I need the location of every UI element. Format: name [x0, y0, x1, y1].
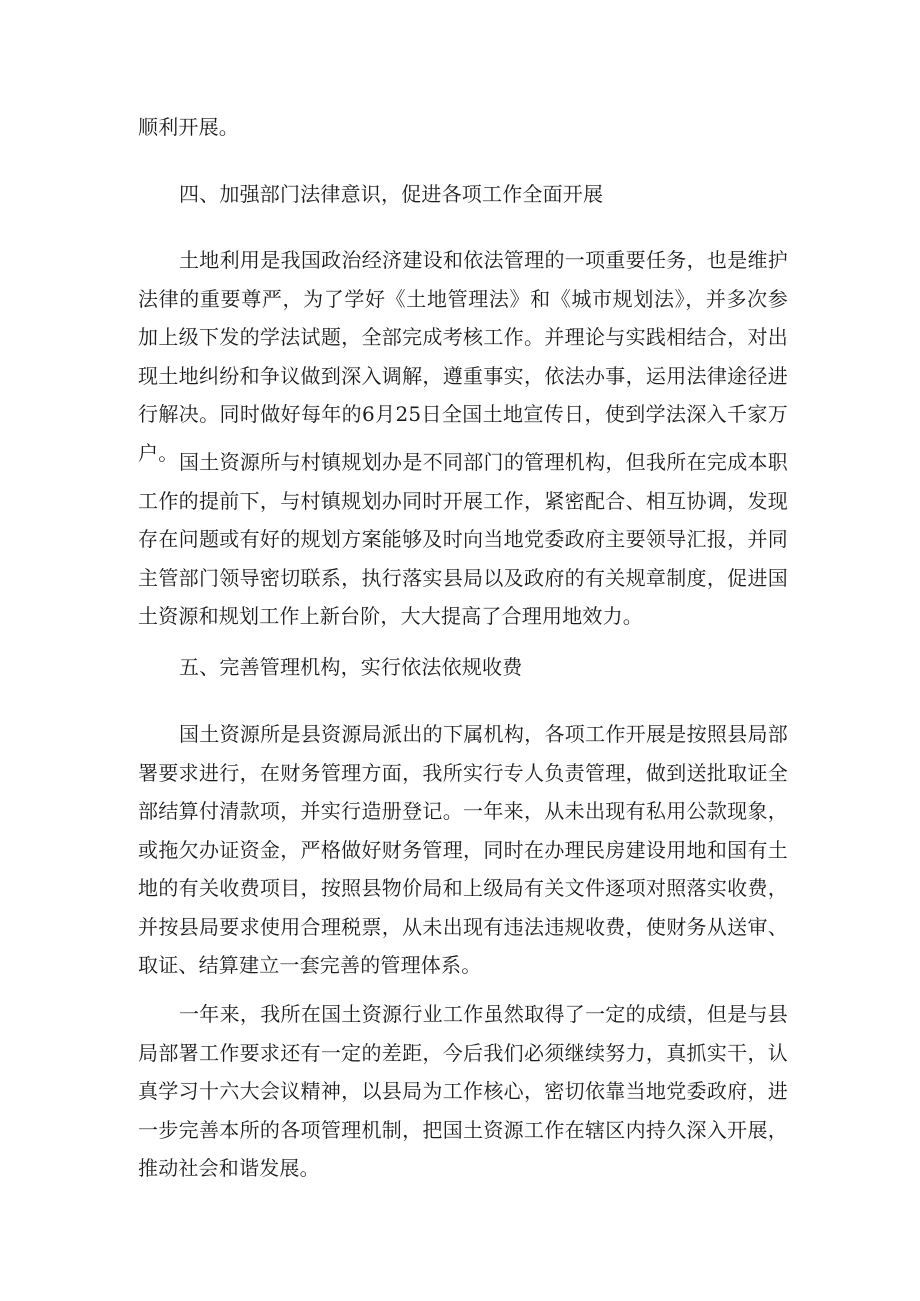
section-heading-4: 四、加强部门法律意识，促进各项工作全面开展	[179, 182, 604, 206]
paragraph-fragment: 顺利开展。	[138, 115, 239, 139]
paragraph-law-awareness: 土地利用是我国政治经济建设和依法管理的一项重要任务，也是维护法律的重要尊严，为了学好《土地管理法》和《城市规划法》，并多次参加上级下发的学法试题，全部完成考核工作。并理论与实践相结合，对出现土地纠纷和争议做到深入调解，遵重事实，依法办事，运用法律途径进行解决。同时做好每年的6月25日全国土地宣传日，使到学法深入千家万户。	[138, 248, 788, 465]
paragraph-summary: 一年来，我所在国土资源行业工作虽然取得了一定的成绩，但是与县局部署工作要求还有一定的差距，今后我们必须继续努力，真抓实干，认真学习十六大会议精神，以县局为工作核心，密切依靠当地党委政府，进一步完善本所的各项管理机制，把国土资源工作在辖区内持久深入开展，推动社会和谐发展。	[138, 1002, 788, 1180]
paragraph-department-cooperation: 国土资源所与村镇规划办是不同部门的管理机构，但我所在完成本职工作的提前下，与村镇规划办同时开展工作，紧密配合、相互协调，发现存在问题或有好的规划方案能够及时向当地党委政府主要领导汇报，并同主管部门领导密切联系，执行落实县局以及政府的有关规章制度，促进国土资源和规划工作上新台阶，大大提高了合理用地效力。	[138, 450, 788, 628]
paragraph-financial-management: 国土资源所是县资源局派出的下属机构，各项工作开展是按照县局部署要求进行，在财务管理方面，我所实行专人负责管理，做到送批取证全部结算付清款项，并实行造册登记。一年来，从未出现有私用公款现象，或拖欠办证资金，严格做好财务管理，同时在办理民房建设用地和国有土地的有关收费项目，按照县物价局和上级局有关文件逐项对照落实收费，并按县局要求使用合理税票，从未出现有违法违规收费，使财务从送审、取证、结算建立一套完善的管理体系。	[138, 722, 788, 977]
section-heading-5: 五、完善管理机构，实行依法依规收费	[179, 655, 523, 679]
